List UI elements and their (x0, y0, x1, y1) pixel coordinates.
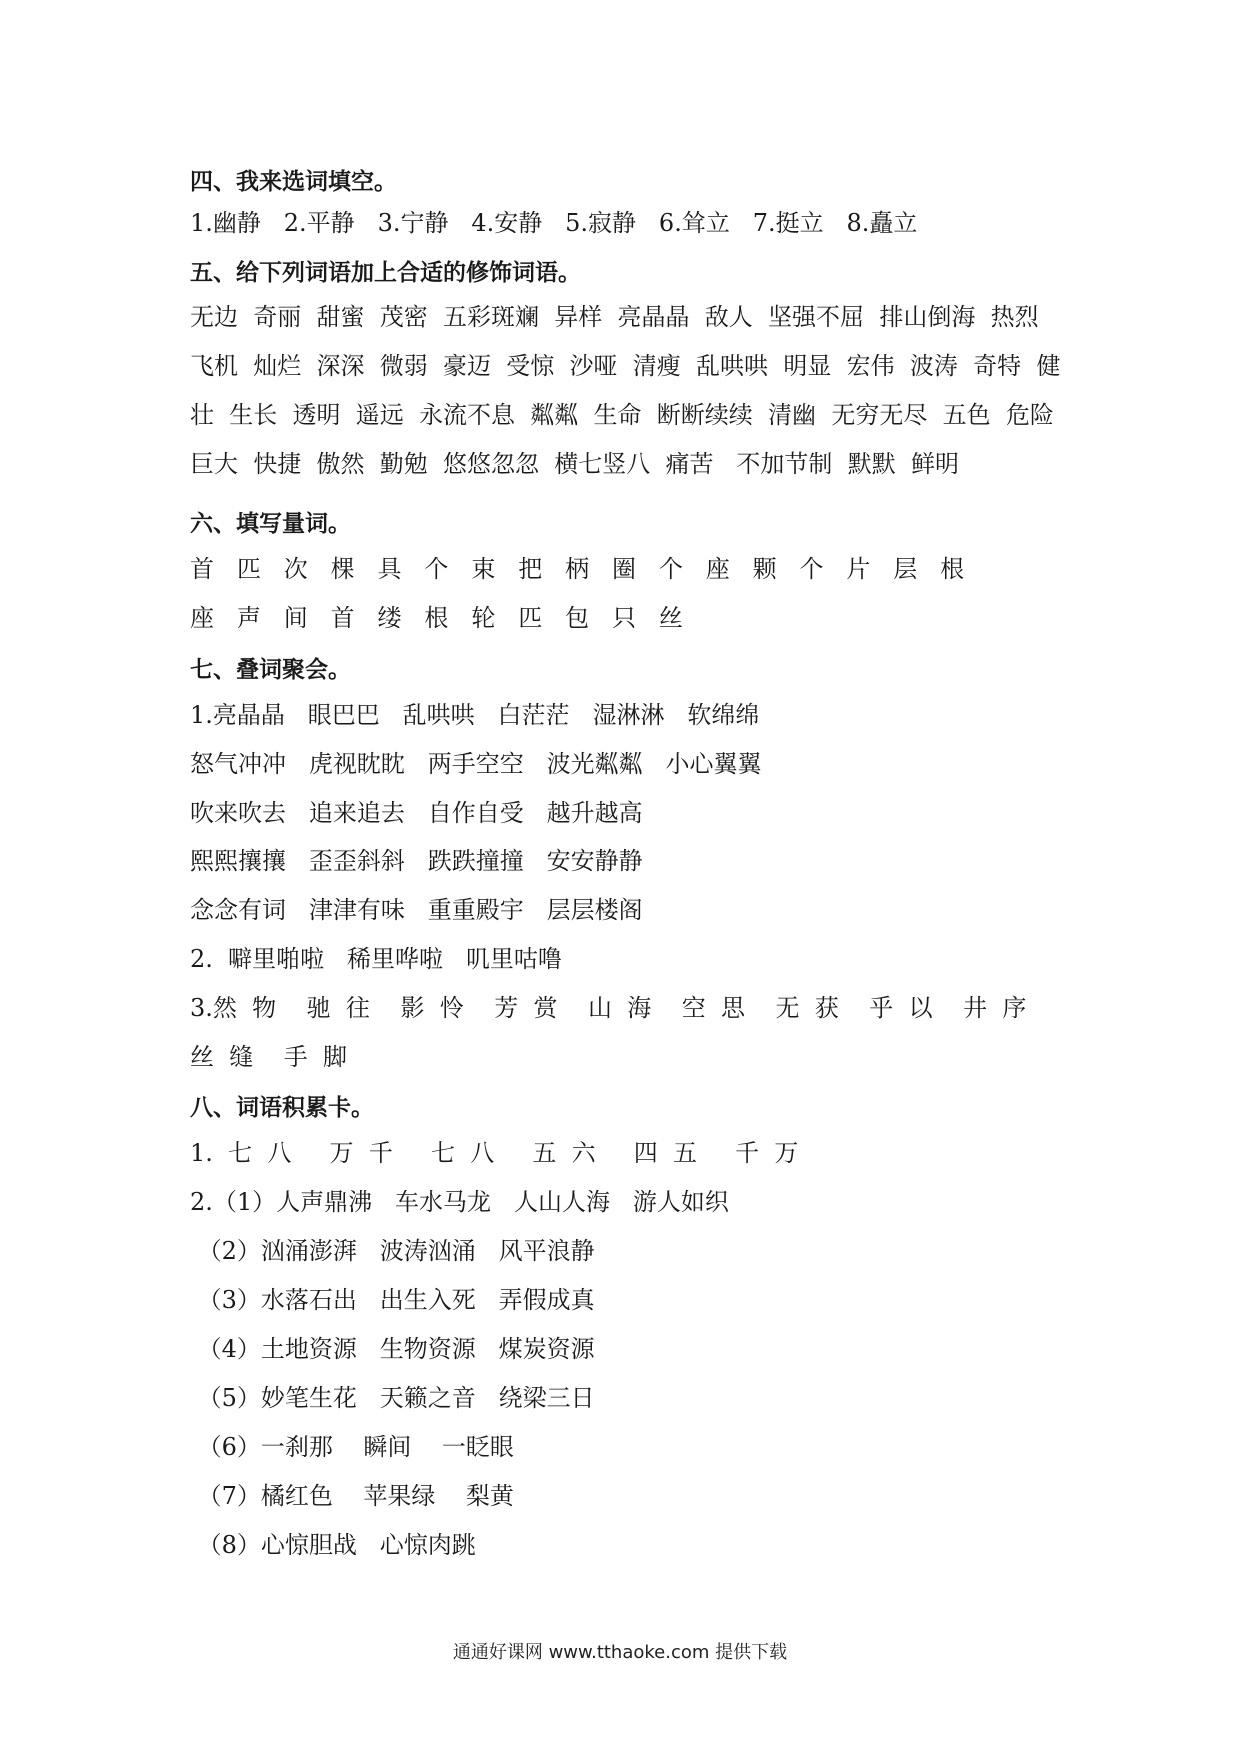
section-5-line-2: 飞机 灿烂 深深 微弱 豪迈 受惊 沙哑 清瘦 乱哄哄 明显 宏伟 波涛 奇特 健 (190, 352, 1061, 380)
section-8-line-6: （5）妙笔生花 天籁之音 绕梁三日 (190, 1384, 595, 1412)
section-8-line-5: （4）土地资源 生物资源 煤炭资源 (190, 1335, 595, 1363)
section-7-line-8: 丝 缝 手 脚 (190, 1043, 348, 1071)
section-7-line-7: 3.然 物 驰 往 影 怜 芳 赏 山 海 空 思 无 获 乎 以 井 序 (190, 994, 1027, 1022)
section-6-title: 六、填写量词。 (190, 511, 351, 537)
section-8-line-7: （6）一刹那 瞬间 一眨眼 (190, 1433, 514, 1461)
section-8-title: 八、词语积累卡。 (190, 1095, 374, 1121)
section-4-title: 四、我来选词填空。 (190, 169, 397, 195)
section-8-line-9: （8）心惊胆战 心惊肉跳 (190, 1531, 476, 1559)
section-6-line-1: 首 匹 次 棵 具 个 束 把 柄 圈 个 座 颗 个 片 层 根 (190, 555, 965, 583)
section-8-line-2: 2.（1）人声鼎沸 车水马龙 人山人海 游人如织 (190, 1188, 729, 1216)
footer-credit: 通通好课网 www.tthaoke.com 提供下载 (452, 1642, 788, 1663)
section-8-line-4: （3）水落石出 出生入死 弄假成真 (190, 1286, 595, 1314)
section-7-line-2: 怒气冲冲 虎视眈眈 两手空空 波光粼粼 小心翼翼 (190, 750, 762, 778)
section-7-line-5: 念念有词 津津有味 重重殿宇 层层楼阁 (190, 896, 643, 924)
section-7-line-1: 1.亮晶晶 眼巴巴 乱哄哄 白茫茫 湿淋淋 软绵绵 (190, 701, 760, 729)
section-7-line-6: 2. 噼里啪啦 稀里哗啦 叽里咕噜 (190, 945, 562, 973)
section-5-line-1: 无边 奇丽 甜蜜 茂密 五彩斑斓 异样 亮晶晶 敌人 坚强不屈 排山倒海 热烈 (190, 303, 1039, 331)
section-8-line-1: 1. 七 八 万 千 七 八 五 六 四 五 千 万 (190, 1139, 799, 1167)
section-8-line-3: （2）汹涌澎湃 波涛汹涌 风平浪静 (190, 1237, 595, 1265)
section-5-line-3: 壮 生长 透明 遥远 永流不息 粼粼 生命 断断续续 清幽 无穷无尽 五色 危险 (190, 401, 1054, 429)
section-4-line-1: 1.幽静 2.平静 3.宁静 4.安静 5.寂静 6.耸立 7.挺立 8.矗立 (190, 209, 918, 237)
section-5-line-4: 巨大 快捷 傲然 勤勉 悠悠忽忽 横七竖八 痛苦 不加节制 默默 鲜明 (190, 450, 959, 478)
section-7-line-3: 吹来吹去 追来追去 自作自受 越升越高 (190, 799, 643, 827)
section-7-line-4: 熙熙攘攘 歪歪斜斜 跌跌撞撞 安安静静 (190, 847, 643, 875)
section-8-line-8: （7）橘红色 苹果绿 梨黄 (190, 1482, 514, 1510)
section-7-title: 七、叠词聚会。 (190, 657, 351, 683)
section-5-title: 五、给下列词语加上合适的修饰词语。 (190, 260, 581, 286)
section-6-line-2: 座 声 间 首 缕 根 轮 匹 包 只 丝 (190, 604, 683, 632)
